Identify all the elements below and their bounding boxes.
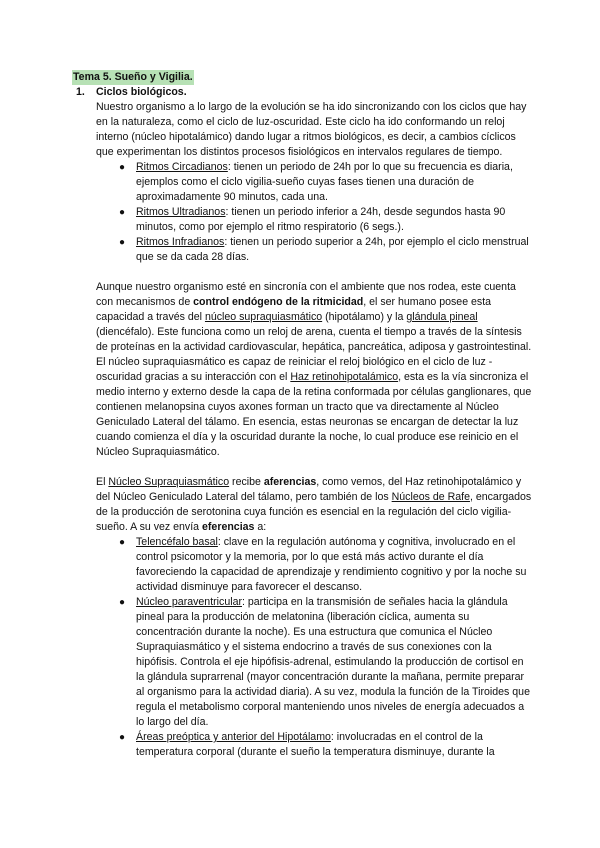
underlined-term: Núcleos de Rafe: [391, 491, 470, 503]
document-title: Tema 5. Sueño y Vigilia.: [73, 71, 193, 83]
bullet-icon: ●: [119, 597, 126, 608]
underlined-term: Haz retinohipotalámico: [290, 371, 399, 383]
intro-paragraph: Nuestro organismo a lo largo de la evolución se ha ido sincronizando con los ciclos que hay en la naturaleza, como el ciclo de luz-oscuridad. Este ciclo ha ido conformando un reloj interno (núcleo hipotalámico) dando lugar a ritmos biológicos, es decir, a cambios cíclicos que experimentan los distintos procesos fisiológicos en intervalos regulares de tiempo.: [96, 101, 527, 158]
spacer: [96, 460, 532, 475]
bullet-icon: ●: [119, 207, 126, 218]
text-run: El: [96, 476, 109, 488]
bullet-icon: ●: [119, 537, 126, 548]
paragraph-endogenous-control: [96, 280, 532, 355]
text-run: (hipotálamo) y la: [322, 311, 407, 323]
text-run: , el ser humano posee esta capacidad a través del: [96, 296, 492, 323]
underlined-term: Núcleo Supraquiasmático: [108, 476, 230, 488]
list-item: [119, 730, 532, 760]
text-run: (diencéfalo). Este funciona como un reloj de arena, cuenta el tiempo a través de la síntesis de proteínas en la actividad cardiovascular, hepática, pancreática, adiposa y gastrointestinal.: [96, 326, 532, 353]
list-item: [119, 535, 532, 595]
rhythms-list: [96, 160, 532, 265]
list-item: [119, 235, 532, 265]
underlined-term: glándula pineal: [406, 311, 478, 323]
list-item: [119, 160, 532, 205]
term-label: Ritmos Circadianos: [136, 161, 228, 173]
title-row: [72, 70, 532, 85]
underlined-term: núcleo supraquiasmático: [204, 311, 323, 323]
section-heading: [76, 85, 532, 100]
section-number: 1.: [76, 86, 85, 98]
list-item: [119, 595, 532, 730]
paragraph-reset: [96, 355, 532, 460]
bullet-icon: ●: [119, 237, 126, 248]
bullet-icon: ●: [119, 162, 126, 173]
term-label: Núcleo paraventricular: [136, 596, 242, 608]
bold-term: aferencias: [263, 476, 317, 488]
text-run: , como vemos, del Haz retinohipotalámico y del Núcleo Geniculado Lateral del tálamo, pero también de los: [96, 476, 522, 503]
term-label: Telencéfalo basal: [136, 536, 218, 548]
bold-term: eferencias: [202, 521, 255, 533]
term-text: : tienen un periodo superior a 24h, por ejemplo el ciclo menstrual que se da cada 28 días.: [136, 236, 529, 263]
term-label: Ritmos Infradianos: [136, 236, 225, 248]
text-run: recibe: [229, 476, 264, 488]
efferents-list: [96, 535, 532, 760]
text-run: Aunque nuestro organismo esté en sincronía con el ambiente que nos rodea, este cuenta con mecanismos de: [96, 281, 516, 308]
section-heading-text: Ciclos biológicos.: [96, 86, 187, 98]
term-label: Ritmos Ultradianos: [136, 206, 226, 218]
list-item: [119, 205, 532, 235]
paragraph-afferents: [96, 475, 532, 535]
text-run: a:: [254, 521, 267, 533]
term-text: : tienen un periodo de 24h por lo que su frecuencia es diaria, ejemplos como el ciclo vigilia-sueño cuyas fases tienen una duración de aproximadamente 90 minutos, cada una.: [136, 161, 513, 203]
bold-term: control endógeno de la ritmicidad: [193, 296, 364, 308]
section-ciclos-biologicos: [76, 85, 532, 760]
spacer: [96, 265, 532, 280]
text-run: , encargados de la producción de serotonina cuya función es esencial en la regulación del ciclo vigilia-sueño. A su vez envía: [96, 491, 532, 533]
document-page: [72, 70, 532, 760]
term-text: : tienen un periodo inferior a 24h, desde segundos hasta 90 minutos, como por ejemplo el ritmo respiratorio (6 segs.).: [136, 206, 506, 233]
text-run: , esta es la vía sincroniza el medio interno y externo desde la capa de la retina conformada por células ganglionares, que contienen melanopsina cuyos axones forman un tracto que va directamente al Núcleo Geniculado Lateral del tálamo. En esencia, estas neuronas se encargan de detectar la luz cuando comienza el día y la oscuridad durante la noche, lo cual produce ese reinicio en el Núcleo Supraquiasmático.: [96, 371, 532, 458]
bullet-icon: ●: [119, 732, 126, 743]
term-text: : participa en la transmisión de señales hacia la glándula pineal para la producción de melatonina (liberación cíclica, aumenta su concentración durante la noche). Es una estructura que comunica el Núcleo Supraquiasmático y el sistema endocrino a través de sus conexiones con la hipófisis. Controla el eje hipófisis-adrenal, estimulando la producción de cortisol en la glándula suprarrenal (mayor concentración durante la mañana, permite preparar al organismo para la actividad diaria). A su vez, modula la función de la Tiroides que regula el metabolismo corporal manteniendo unos niveles de energía adecuados a lo largo del día.: [136, 596, 530, 728]
term-text: : involucradas en el control de la temperatura corporal (durante el sueño la temperatura disminuye, durante la: [136, 731, 495, 758]
term-label: Áreas preóptica y anterior del Hipotálamo: [136, 731, 331, 743]
term-text: : clave en la regulación autónoma y cognitiva, involucrado en el control psicomotor y la memoria, por lo que está más activo durante el día favoreciendo la capacidad de aprendizaje y rendimiento cognitivo y por la noche su actividad disminuye para favorecer el descanso.: [136, 536, 527, 593]
text-run: El núcleo supraquiasmático es capaz de reiniciar el reloj biológico en el ciclo de luz -oscuridad gracias a su interacción con el: [96, 356, 493, 383]
